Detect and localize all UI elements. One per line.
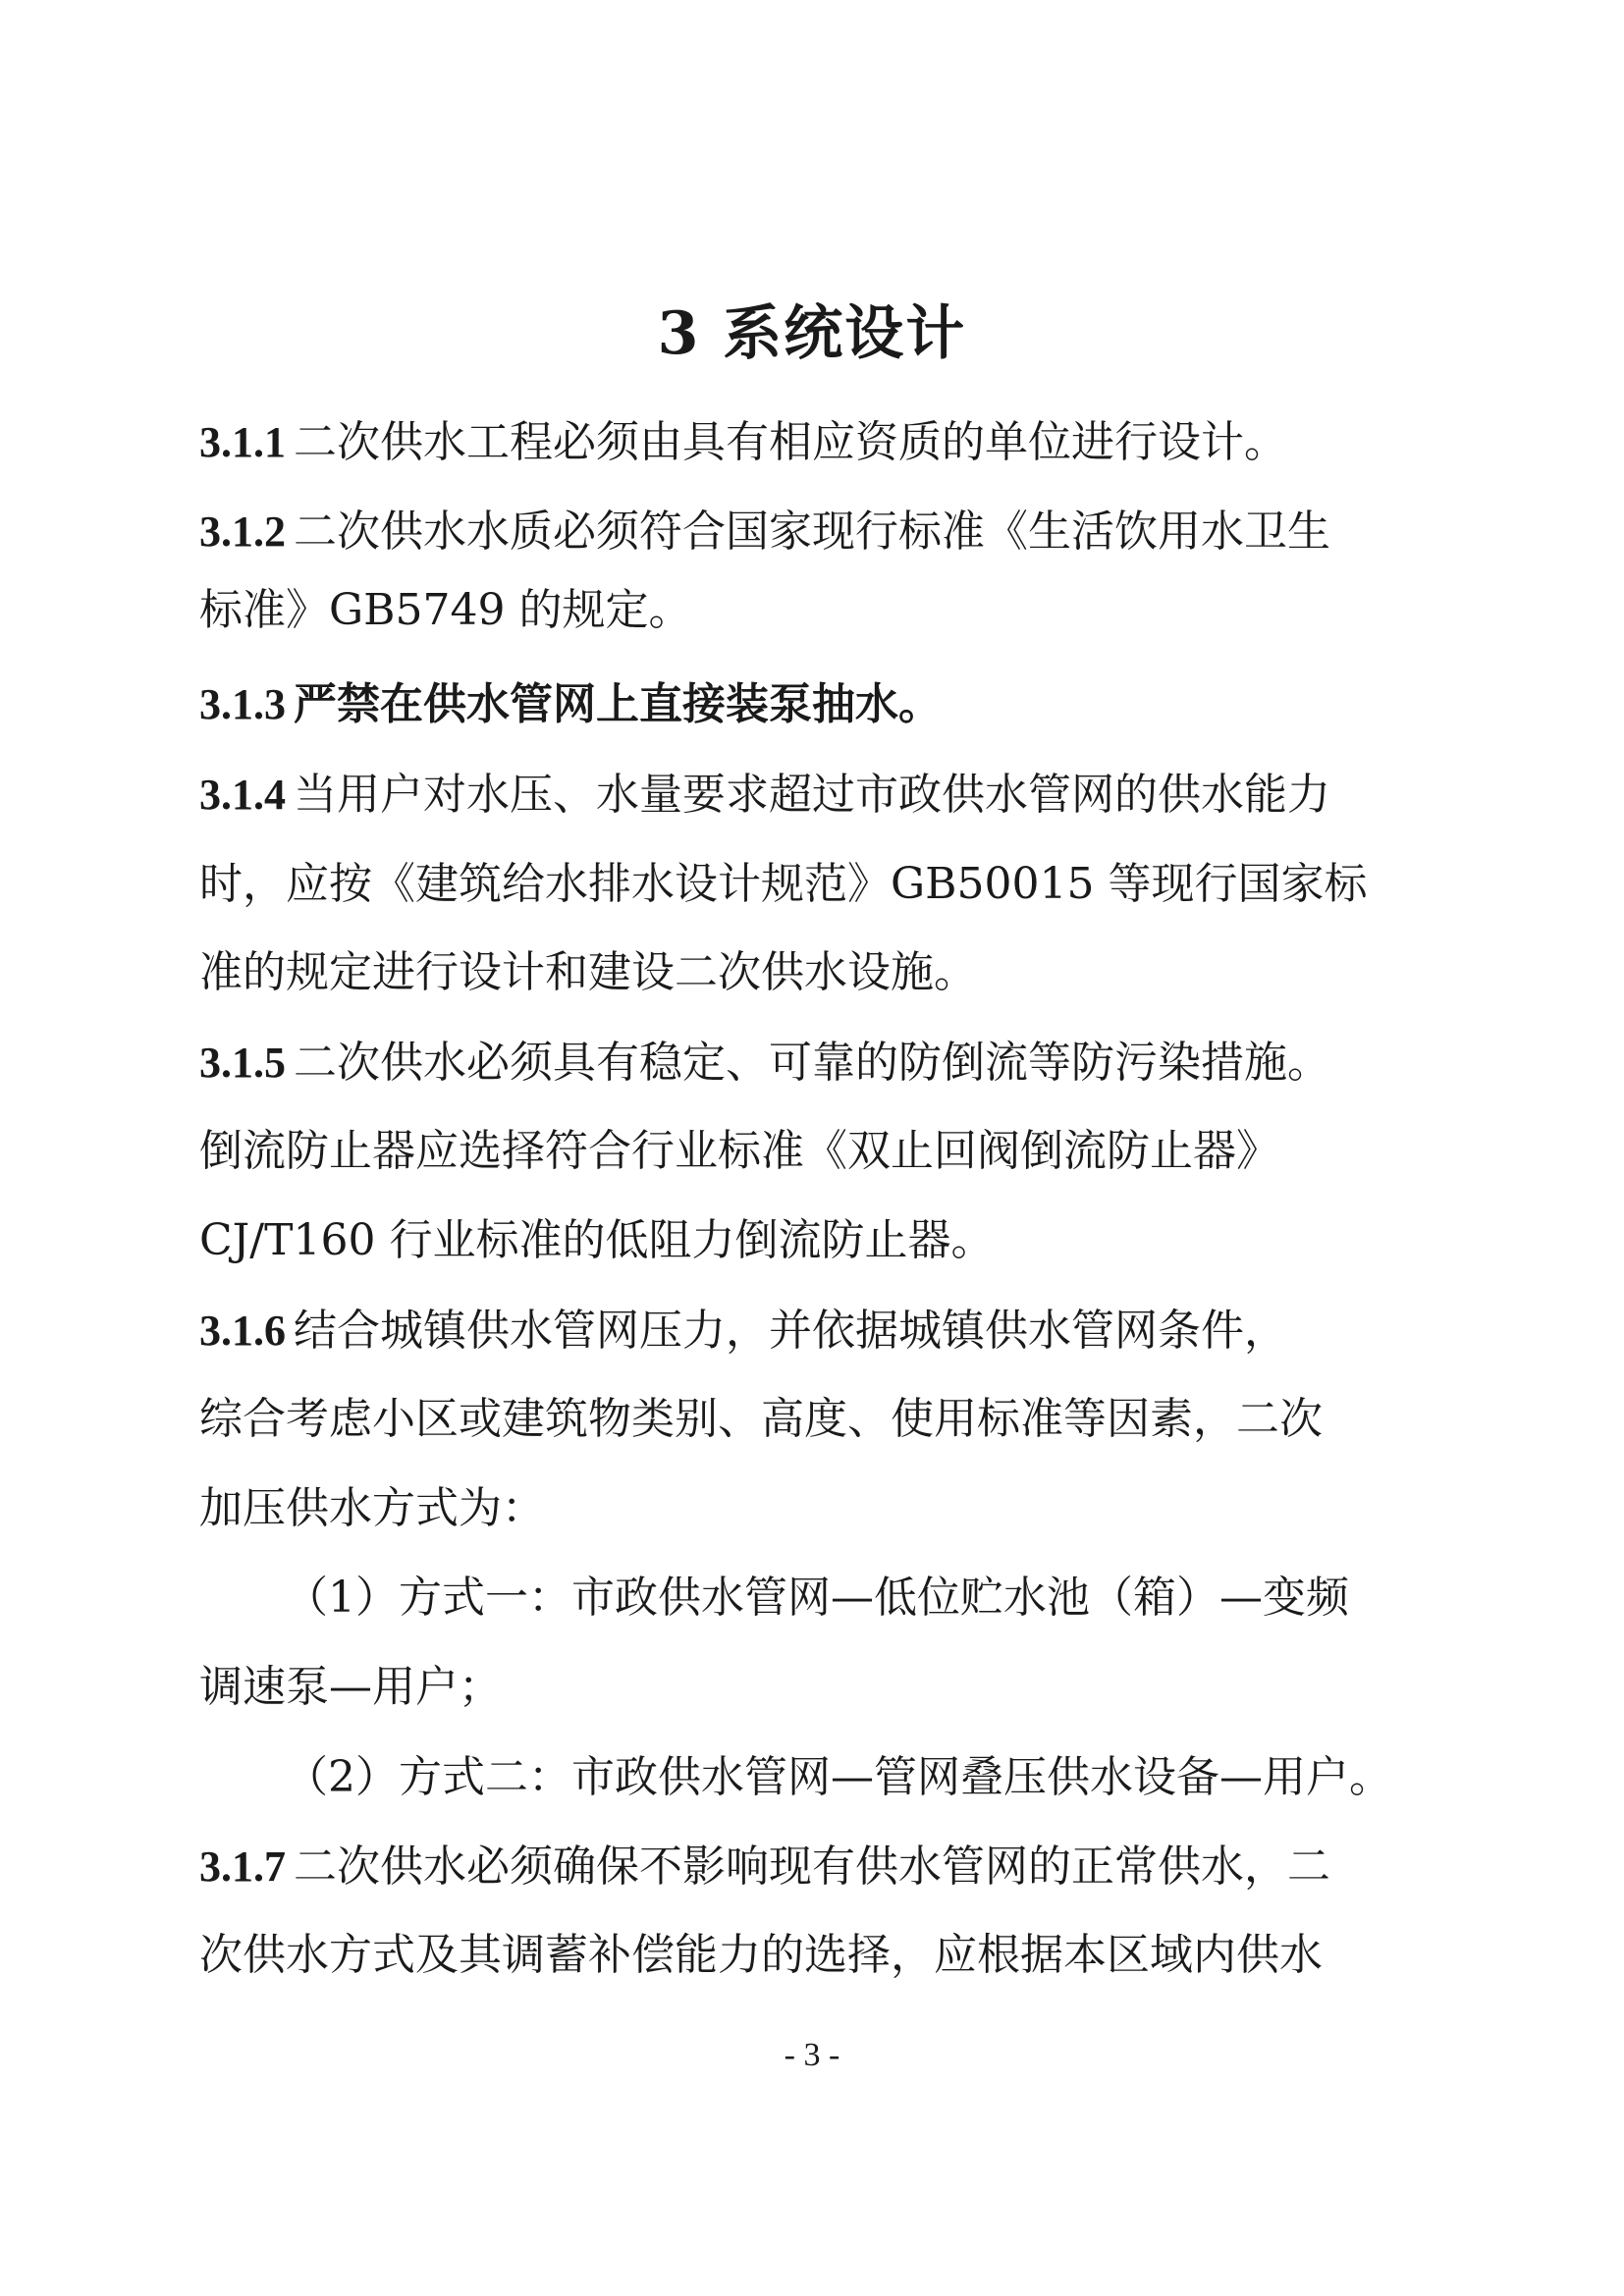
clause-number: 3.1.3 [199, 680, 286, 728]
method-one [285, 1568, 1427, 1629]
clause-text: 次供水方式及其调蓄补偿能力的选择，应根据本区域内供水 [199, 1930, 1323, 1980]
clause-3-1-7-continued [199, 1925, 1427, 1986]
clause-3-1-1 [199, 412, 1427, 473]
clause-3-1-7 [199, 1837, 1427, 1897]
clause-text: 加压供水方式为： [199, 1483, 545, 1533]
clause-3-1-2-continued [199, 580, 1427, 641]
clause-3-1-6-continued [199, 1389, 1427, 1450]
clause-3-1-6-continued-2 [199, 1478, 1427, 1539]
clause-number: 3.1.4 [199, 771, 286, 819]
clause-text: 综合考虑小区或建筑物类别、高度、使用标准等因素，二次 [199, 1394, 1323, 1444]
clause-text: 当用户对水压、水量要求超过市政供水管网的供水能力 [294, 770, 1330, 820]
clause-3-1-4-continued-2 [199, 942, 1427, 1003]
clause-number: 3.1.6 [199, 1307, 286, 1355]
clause-text: 二次供水工程必须由具有相应资质的单位进行设计。 [294, 417, 1287, 467]
clause-text: 二次供水水质必须符合国家现行标准《生活饮用水卫生 [294, 507, 1330, 557]
method-two [285, 1747, 1427, 1808]
clause-number: 3.1.1 [199, 418, 286, 466]
method-one-continued [199, 1657, 1427, 1718]
clause-3-1-6 [199, 1301, 1427, 1362]
clause-3-1-5 [199, 1033, 1427, 1094]
section-title: 3 系统设计 [657, 299, 967, 368]
clause-text: 倒流防止器应选择符合行业标准《双止回阀倒流防止器》 [199, 1126, 1279, 1176]
clause-text: 时，应按《建筑给水排水设计规范》GB50015 等现行国家标 [199, 859, 1368, 909]
clause-text: （1）方式一：市政供水管网—低位贮水池（箱）—变频 [285, 1573, 1349, 1623]
clause-text: 结合城镇供水管网压力，并依据城镇供水管网条件， [294, 1306, 1287, 1356]
clause-number: 3.1.5 [199, 1039, 286, 1087]
clause-number: 3.1.7 [199, 1842, 286, 1891]
clause-text: 严禁在供水管网上直接装泵抽水。 [294, 679, 942, 729]
clause-3-1-3 [199, 674, 1427, 735]
clause-3-1-5-continued-2 [199, 1210, 1427, 1271]
clause-3-1-2 [199, 502, 1427, 562]
clause-text: CJ/T160 行业标准的低阻力倒流防止器。 [199, 1215, 995, 1265]
clause-3-1-4-continued [199, 854, 1427, 915]
clause-text: 准的规定进行设计和建设二次供水设施。 [199, 947, 977, 997]
page-number: - 3 - [784, 2037, 840, 2073]
clause-text: 标准》GB5749 的规定。 [199, 585, 692, 635]
clause-text: （2）方式二：市政供水管网—管网叠压供水设备—用户。 [285, 1752, 1392, 1802]
clause-3-1-4 [199, 765, 1427, 826]
clause-3-1-5-continued [199, 1121, 1427, 1182]
clause-text: 调速泵—用户； [199, 1662, 502, 1712]
clause-number: 3.1.2 [199, 507, 286, 556]
clause-text: 二次供水必须确保不影响现有供水管网的正常供水，二 [294, 1842, 1330, 1892]
clause-text: 二次供水必须具有稳定、可靠的防倒流等防污染措施。 [294, 1038, 1330, 1088]
